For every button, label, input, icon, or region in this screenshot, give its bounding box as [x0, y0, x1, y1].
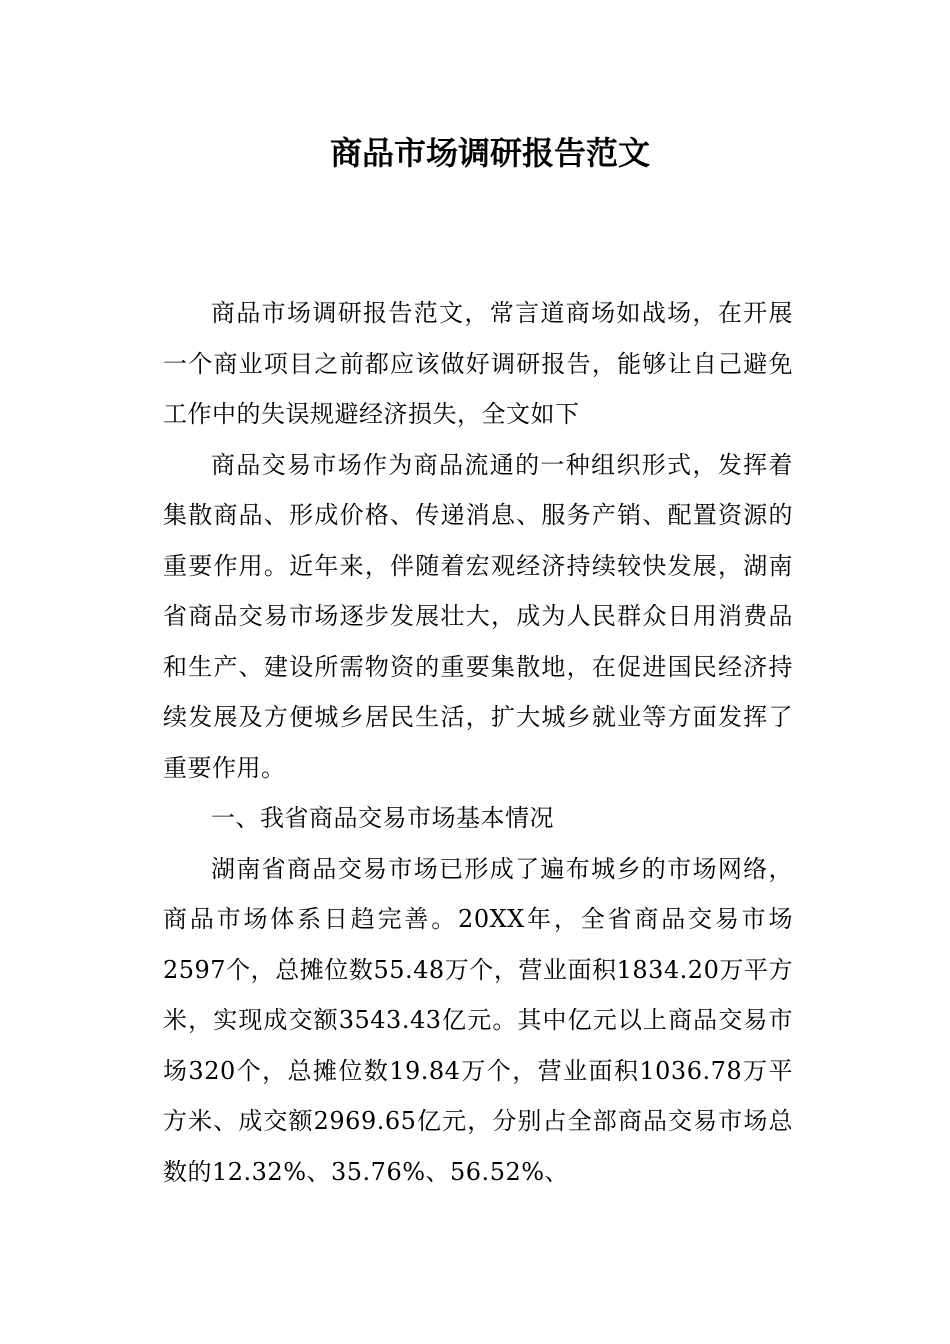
statistics-paragraph: 湖南省商品交易市场已形成了遍布城乡的市场网络，商品市场体系日趋完善。20XX年，全省商品交易市场2597个，总摊位数55.48万个，营业面积1834.20万平方米，实现成交额3543.43亿元。其中亿元以上商品交易市场320个，总摊位数19.84万个，营业面积1036.78万平方米、成交额2969.65亿元，分别占全部商品交易市场总数的12.32%、35.76%、56.52%、 [163, 854, 793, 1186]
document-body [163, 288, 793, 1197]
background-paragraph: 商品交易市场作为商品流通的一种组织形式，发挥着集散商品、形成价格、传递消息、服务产销、配置资源的重要作用。近年来，伴随着宏观经济持续较快发展，湖南省商品交易市场逐步发展壮大，成为人民群众日用消费品和生产、建设所需物资的重要集散地，在促进国民经济持续发展及方便城乡居民生活，扩大城乡就业等方面发挥了重要作用。 [163, 450, 793, 782]
intro-paragraph: 商品市场调研报告范文，常言道商场如战场，在开展一个商业项目之前都应该做好调研报告，能够让自己避免工作中的失误规避经济损失，全文如下 [163, 299, 793, 428]
section-heading: 一、我省商品交易市场基本情况 [211, 804, 554, 832]
document-title: 商品市场调研报告范文 [329, 134, 650, 172]
